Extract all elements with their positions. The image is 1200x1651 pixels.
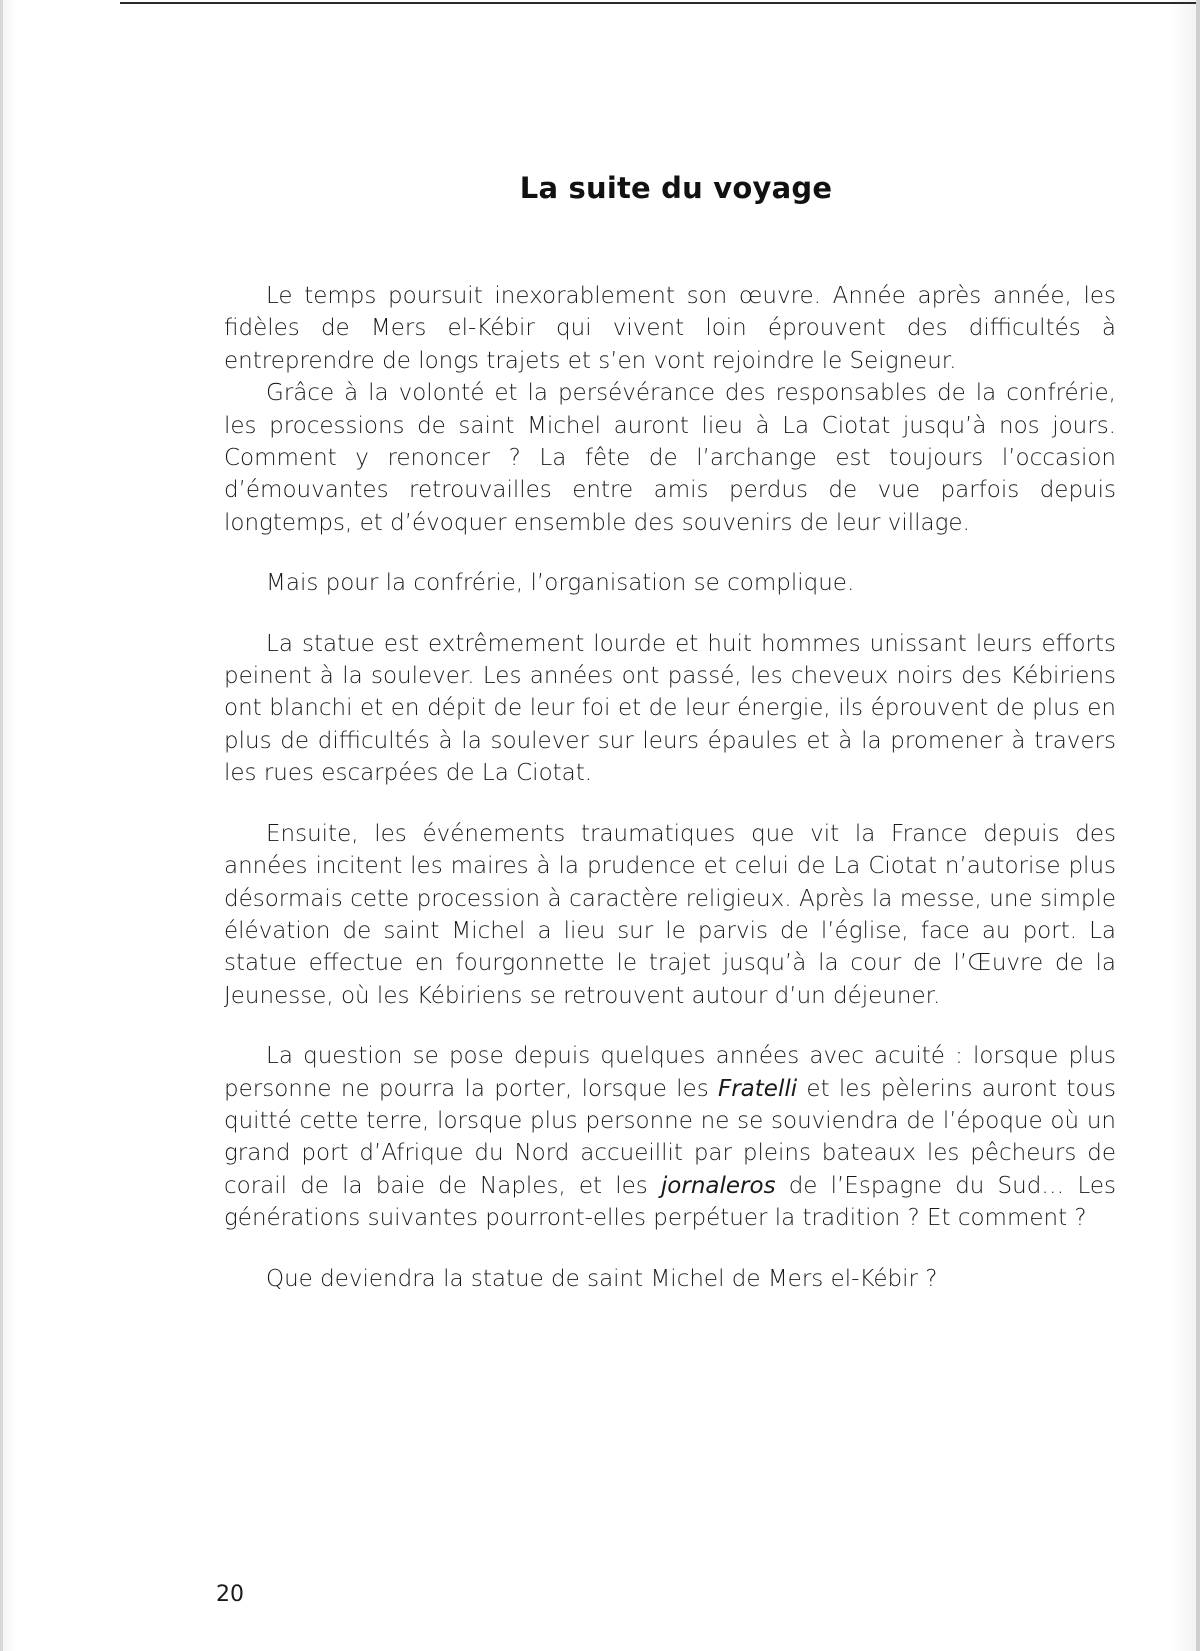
paragraph-6-part-2: et les pèlerins auront tous quitté cette terre, lorsque plus personne ne se souviendra de l’époque où un grand port d’Afrique du Nord accueillit par pleins bateaux les pêcheurs de corail de la baie de Naples, et les <box>224 1075 1116 1199</box>
page-number: 20 <box>216 1582 244 1607</box>
paragraph-6-part-1: La question se pose depuis quelques années avec acuité : lorsque plus personne ne pourra la porter, lorsque les <box>224 1043 1116 1102</box>
closing-question: Que deviendra la statue de saint Michel de Mers el-Kébir ? <box>266 1265 938 1292</box>
paragraph-3: Mais pour la confrérie, l’organisation se complique. <box>266 570 855 597</box>
page-right-edge <box>1196 0 1200 1651</box>
paragraph-4: La statue est extrêmement lourde et huit hommes unissant leurs efforts peinent à la soulever. Les années ont passé, les cheveux noirs des Kébiriens ont blanchi et en dépit de leur foi et de leur énergie, ils éprouvent de plus en plus de difficultés à la soulever sur leurs épaules et à la promener à travers les rues escarpées de La Ciotat. <box>224 630 1116 787</box>
paragraph-1: Le temps poursuit inexorablement son œuvre. Année après année, les fidèles de Mers el-Kébir qui vivent loin éprouvent des difficultés à entreprendre de longs trajets et s’en vont rejoindre le Seigneur. <box>224 283 1116 374</box>
paragraph-6-part-3: de l’Espagne du Sud… Les générations suivantes pourront-elles perpétuer la tradition ? Et comment ? <box>224 1172 1116 1232</box>
paragraph-2: Grâce à la volonté et la persévérance des responsables de la confrérie, les processions de saint Michel auront lieu à La Ciotat jusqu’à nos jours. Comment y renoncer ? La fête de l’archange est toujours l’occasion d’émouvantes retrouvailles entre amis perdus de vue parfois depuis longtemps, et d’évoquer ensemble des souvenirs de leur village. <box>224 380 1116 536</box>
chapter-title: La suite du voyage <box>519 171 833 206</box>
body-text <box>224 280 1116 1295</box>
page-left-edge <box>0 0 3 1651</box>
top-rule <box>120 2 1200 4</box>
italic-fratelli: Fratelli <box>718 1075 798 1102</box>
paragraph-6 <box>224 1040 1116 1234</box>
italic-jornaleros: jornaleros <box>660 1172 776 1199</box>
paragraph-5: Ensuite, les événements traumatiques que vit la France depuis des années incitent les maires à la prudence et celui de La Ciotat n’autorise plus désormais cette procession à caractère religieux. Après la messe, une simple élévation de saint Michel a lieu sur le parvis de l’église, face au port. La statue effectue en fourgonnette le trajet jusqu’à la cour de l’Œuvre de la Jeunesse, où les Kébiriens se retrouvent autour d’un déjeuner. <box>224 820 1116 1009</box>
